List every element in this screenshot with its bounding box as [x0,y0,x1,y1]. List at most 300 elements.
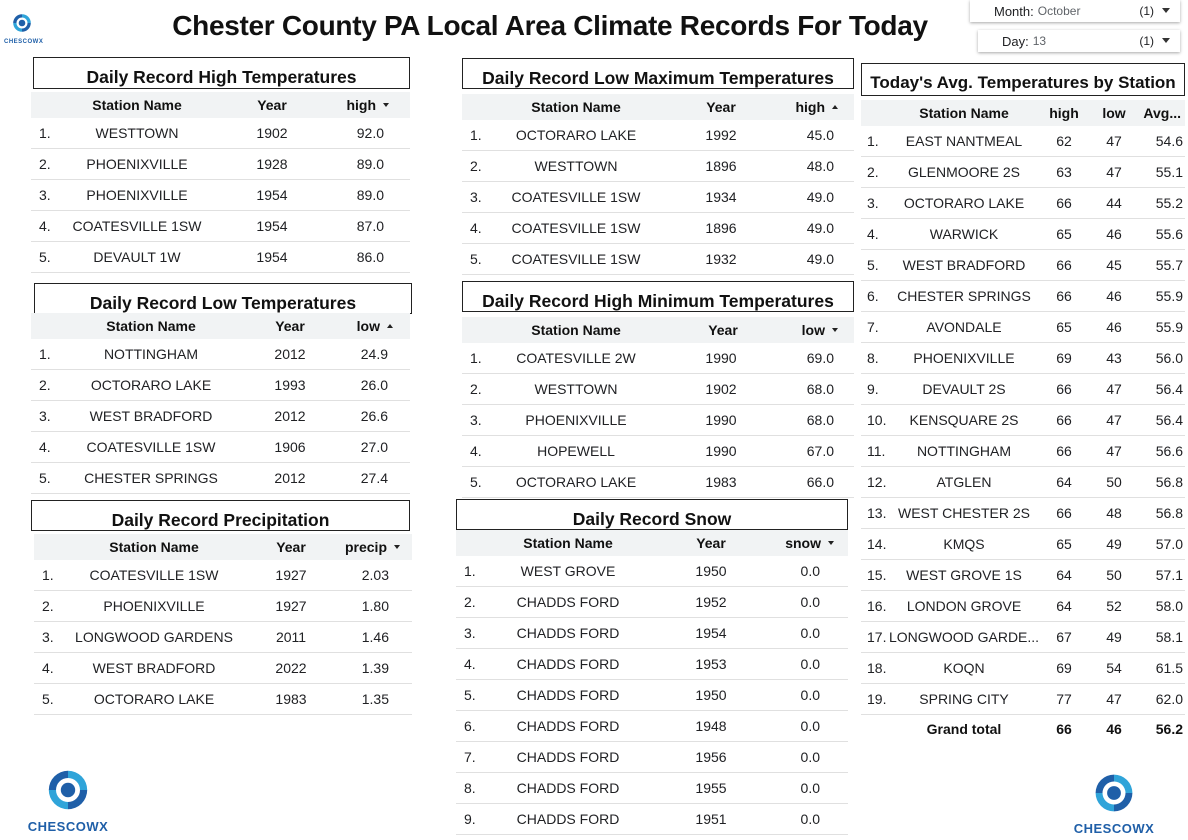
grand-total-row [861,715,1185,743]
table-row [861,684,1185,715]
table-body [31,118,410,273]
logo-text: CHESCOWX [27,819,109,834]
station-name: CHADDS FORD [516,811,620,827]
high-value: 66 [1056,412,1072,428]
col-station-name[interactable]: Station Name [531,322,621,338]
table-row [31,211,410,242]
station-name: KENSQUARE 2S [909,412,1019,428]
row-number: 1. [470,127,482,143]
station-name: CHESTER SPRINGS [897,288,1031,304]
station-name: EAST NANTMEAL [905,133,1023,149]
row-number: 3. [42,629,54,645]
col-low[interactable] [331,313,393,339]
logo-small-text: CHESCOWX [4,39,44,45]
record-high-table [31,92,410,273]
col-station-name[interactable]: Station Name [523,535,613,551]
station-name: CHESTER SPRINGS [84,470,218,486]
station-name: WEST BRADFORD [92,660,216,676]
value: 49.0 [806,251,834,267]
high-value: 66 [1056,443,1072,459]
row-number: 2. [464,594,476,610]
high-value: 64 [1056,474,1072,490]
station-name: COATESVILLE 1SW [72,218,202,234]
value: 2.03 [361,567,389,583]
high-value: 66 [1056,505,1072,521]
high-value: 63 [1056,164,1072,180]
value: 48.0 [806,158,834,174]
chescowx-logo-icon [11,12,33,34]
high-value: 66 [1056,257,1072,273]
row-number: 4. [42,660,54,676]
high-value: 67 [1056,629,1072,645]
table-row [861,188,1185,219]
col-precip[interactable] [330,534,400,560]
col-high-label: high [795,99,825,115]
value: 92.0 [356,125,384,141]
record-low-max-table [462,94,854,275]
avg-value: 56.8 [1155,474,1183,490]
table-row [861,467,1185,498]
year: 1948 [695,718,727,734]
table-row [456,711,848,742]
value: 68.0 [806,381,834,397]
row-number: 14. [867,536,887,552]
table-row [34,684,412,715]
col-precip-label: precip [344,539,387,555]
table-header [462,317,854,343]
logo-text: CHESCOWX [1073,821,1155,836]
sort-descending-icon [828,541,834,545]
table-row [456,804,848,835]
station-name: CHADDS FORD [516,749,620,765]
record-snow-table [456,530,848,835]
low-value: 47 [1106,443,1122,459]
table-row [861,312,1185,343]
row-number: 5. [39,249,51,265]
low-value: 46 [1106,288,1122,304]
table-row [34,653,412,684]
col-avg[interactable]: Avg... [1143,105,1181,121]
table-row [31,242,410,273]
value: 0.0 [800,780,820,796]
value: 0.0 [800,749,820,765]
high-value: 69 [1056,350,1072,366]
sort-descending-icon [394,545,400,549]
low-value: 52 [1106,598,1122,614]
avg-value: 56.0 [1155,350,1183,366]
table-row [456,680,848,711]
table-header [861,100,1185,126]
table-row [462,436,854,467]
table-row [462,467,854,498]
station-name: DEVAULT 1W [93,249,181,265]
table-body [462,120,854,275]
row-number: 7. [464,749,476,765]
col-year[interactable]: Year [696,535,726,551]
station-name: WEST GROVE [520,563,616,579]
row-number: 5. [464,687,476,703]
col-station-name[interactable]: Station Name [106,318,196,334]
year: 1993 [274,377,306,393]
record-low-max-title: Daily Record Low Maximum Temperatures [462,58,854,89]
year: 2011 [275,629,307,645]
table-row [34,622,412,653]
value: 68.0 [806,412,834,428]
low-value: 47 [1106,164,1122,180]
col-low-label: low [356,318,380,334]
avg-value: 58.1 [1155,629,1183,645]
row-number: 4. [39,218,51,234]
value: 89.0 [356,156,384,172]
station-name: WARWICK [929,226,999,242]
row-number: 1. [470,350,482,366]
row-number: 5. [470,251,482,267]
row-number: 6. [867,288,879,304]
logo-small [4,12,44,45]
low-value: 45 [1106,257,1122,273]
low-value: 50 [1106,567,1122,583]
station-name: COATESVILLE 1SW [89,567,219,583]
table-header [456,530,848,556]
year: 2022 [275,660,307,676]
record-high-min-title: Daily Record High Minimum Temperatures [462,281,854,312]
day-filter-count: (1) [1139,34,1154,48]
low-value: 50 [1106,474,1122,490]
low-value: 48 [1106,505,1122,521]
day-filter[interactable] [978,30,1180,52]
station-name: COATESVILLE 1SW [86,439,216,455]
table-body [861,126,1185,715]
year: 2012 [274,470,306,486]
high-value: 77 [1056,691,1072,707]
station-name: NOTTINGHAM [103,346,199,362]
year: 1953 [695,656,727,672]
row-number: 13. [867,505,887,521]
value: 67.0 [806,443,834,459]
year: 1927 [275,598,307,614]
col-station-name[interactable]: Station Name [531,99,621,115]
high-value: 64 [1056,567,1072,583]
row-number: 10. [867,412,887,428]
year: 1990 [705,443,737,459]
col-year[interactable]: Year [257,97,287,113]
table-row [861,343,1185,374]
value: 26.0 [360,377,388,393]
station-name: CHADDS FORD [516,656,620,672]
year: 1950 [695,687,727,703]
table-row [456,556,848,587]
col-low[interactable]: low [1102,105,1126,121]
station-name: OCTORARO LAKE [903,195,1025,211]
col-low[interactable] [772,317,838,343]
avg-value: 55.2 [1155,195,1183,211]
avg-value: 61.5 [1155,660,1183,676]
station-name: PHOENIXVILLE [525,412,627,428]
value: 0.0 [800,687,820,703]
row-number: 1. [867,133,879,149]
table-row [861,622,1185,653]
month-filter-count: (1) [1139,4,1154,18]
grand-total-high: 66 [1056,721,1072,737]
sort-ascending-icon [832,105,838,109]
station-name: CHADDS FORD [516,594,620,610]
value: 0.0 [800,594,820,610]
table-row [861,126,1185,157]
table-row [861,653,1185,684]
grand-total-low: 46 [1106,721,1122,737]
high-value: 62 [1056,133,1072,149]
row-number: 4. [464,656,476,672]
table-row [34,560,412,591]
row-number: 2. [39,377,51,393]
table-row [456,587,848,618]
row-number: 7. [867,319,879,335]
row-number: 1. [39,125,51,141]
row-number: 5. [470,474,482,490]
col-year[interactable]: Year [706,99,736,115]
table-header [31,313,410,339]
grand-total-avg: 56.2 [1155,721,1183,737]
row-number: 19. [867,691,887,707]
col-year[interactable]: Year [708,322,738,338]
row-number: 3. [39,187,51,203]
row-number: 3. [867,195,879,211]
low-value: 46 [1106,226,1122,242]
logo-bottom-left [20,766,116,834]
table-row [861,219,1185,250]
avg-value: 57.0 [1155,536,1183,552]
value: 66.0 [806,474,834,490]
low-value: 49 [1106,629,1122,645]
high-value: 66 [1056,381,1072,397]
chevron-down-icon [1162,38,1170,43]
table-row [31,180,410,211]
table-row [462,405,854,436]
avg-value: 55.7 [1155,257,1183,273]
low-value: 47 [1106,381,1122,397]
high-value: 65 [1056,226,1072,242]
high-value: 65 [1056,536,1072,552]
record-snow-title: Daily Record Snow [456,499,848,530]
table-row [462,182,854,213]
station-name: COATESVILLE 1SW [511,189,641,205]
value: 1.39 [361,660,389,676]
station-name: OCTORARO LAKE [90,377,212,393]
year: 1950 [695,563,727,579]
station-name: WESTTOWN [534,158,618,174]
table-row [31,370,410,401]
station-name: WEST CHESTER 2S [898,505,1030,521]
table-row [861,405,1185,436]
avg-value: 56.6 [1155,443,1183,459]
col-station-name[interactable]: Station Name [92,97,182,113]
row-number: 8. [464,780,476,796]
year: 1983 [275,691,307,707]
table-row [462,343,854,374]
row-number: 2. [42,598,54,614]
row-number: 6. [464,718,476,734]
value: 0.0 [800,656,820,672]
table-row [861,374,1185,405]
col-year[interactable]: Year [276,539,306,555]
station-name: GLENMOORE 2S [907,164,1021,180]
table-row [462,151,854,182]
year: 1902 [705,381,737,397]
col-station-name[interactable]: Station Name [109,539,199,555]
table-row [31,463,410,494]
avg-value: 56.8 [1155,505,1183,521]
page-title: Chester County PA Local Area Climate Records For Today [172,10,928,41]
row-number: 3. [470,189,482,205]
table-row [861,281,1185,312]
year: 1954 [256,249,288,265]
year: 1952 [695,594,727,610]
value: 1.35 [361,691,389,707]
table-row [462,213,854,244]
low-value: 43 [1106,350,1122,366]
table-row [31,118,410,149]
high-value: 66 [1056,288,1072,304]
station-name: SPRING CITY [919,691,1009,707]
avg-value: 58.0 [1155,598,1183,614]
value: 69.0 [806,350,834,366]
col-year[interactable]: Year [275,318,305,334]
sort-ascending-icon [387,324,393,328]
value: 0.0 [800,718,820,734]
row-number: 17. [867,629,887,645]
station-name: COATESVILLE 2W [516,350,636,366]
avg-value: 54.6 [1155,133,1183,149]
low-value: 47 [1106,133,1122,149]
year: 1956 [695,749,727,765]
table-header [462,94,854,120]
chescowx-logo-icon [1091,770,1137,816]
month-filter[interactable] [970,0,1180,22]
station-name: NOTTINGHAM [916,443,1012,459]
low-value: 47 [1106,691,1122,707]
row-number: 2. [470,381,482,397]
grand-total-label: Grand total [926,721,1002,737]
station-name: WEST BRADFORD [902,257,1026,273]
low-value: 47 [1106,412,1122,428]
year: 1896 [705,158,737,174]
table-body [34,560,412,715]
low-value: 44 [1106,195,1122,211]
avg-value: 55.9 [1155,288,1183,304]
year: 1902 [256,125,288,141]
low-value: 54 [1106,660,1122,676]
year: 1934 [705,189,737,205]
table-row [31,149,410,180]
station-name: HOPEWELL [537,443,615,459]
record-high-min-table [462,317,854,498]
row-number: 16. [867,598,887,614]
value: 24.9 [360,346,388,362]
year: 1955 [695,780,727,796]
avg-value: 57.1 [1155,567,1183,583]
table-row [456,649,848,680]
row-number: 4. [470,443,482,459]
month-filter-value: October [1037,4,1081,18]
col-station-name[interactable]: Station Name [919,105,1009,121]
table-row [31,339,410,370]
year: 1896 [705,220,737,236]
year: 1983 [705,474,737,490]
station-name: KMQS [943,536,985,552]
col-high[interactable] [772,94,838,120]
station-name: AVONDALE [926,319,1002,335]
table-row [861,436,1185,467]
high-value: 66 [1056,195,1072,211]
year: 1992 [705,127,737,143]
year: 1954 [256,187,288,203]
avg-temps-title: Today's Avg. Temperatures by Station [861,63,1185,96]
year: 1906 [274,439,306,455]
row-number: 9. [464,811,476,827]
value: 1.80 [361,598,389,614]
row-number: 1. [39,346,51,362]
year: 1954 [695,625,727,641]
record-low-title: Daily Record Low Temperatures [34,283,412,314]
row-number: 2. [470,158,482,174]
station-name: PHOENIXVILLE [103,598,205,614]
table-body [31,339,410,494]
record-high-title: Daily Record High Temperatures [33,57,410,89]
col-low-label: low [801,322,825,338]
avg-value: 55.1 [1155,164,1183,180]
table-row [456,618,848,649]
table-row [34,591,412,622]
col-snow[interactable] [768,530,834,556]
station-name: LONDON GROVE [906,598,1022,614]
value: 49.0 [806,189,834,205]
table-body [456,556,848,835]
logo-bottom-right [1066,770,1162,836]
table-row [456,742,848,773]
low-value: 46 [1106,319,1122,335]
table-row [31,432,410,463]
table-row [861,591,1185,622]
station-name: DEVAULT 2S [922,381,1006,397]
station-name: COATESVILLE 1SW [511,220,641,236]
value: 0.0 [800,811,820,827]
value: 86.0 [356,249,384,265]
col-high[interactable]: high [1049,105,1079,121]
year: 1928 [256,156,288,172]
avg-value: 55.9 [1155,319,1183,335]
year: 1990 [705,350,737,366]
table-header [34,534,412,560]
station-name: LONGWOOD GARDENS [75,629,233,645]
year: 1951 [695,811,727,827]
station-name: CHADDS FORD [516,780,620,796]
row-number: 12. [867,474,887,490]
station-name: WESTTOWN [534,381,618,397]
avg-value: 56.4 [1155,412,1183,428]
table-row [462,374,854,405]
row-number: 2. [39,156,51,172]
year: 1954 [256,218,288,234]
value: 26.6 [360,408,388,424]
high-value: 69 [1056,660,1072,676]
row-number: 5. [42,691,54,707]
row-number: 4. [470,220,482,236]
table-row [861,157,1185,188]
value: 87.0 [356,218,384,234]
col-high[interactable] [331,92,389,118]
day-filter-value: 13 [1032,34,1047,48]
station-name: WEST GROVE 1S [906,567,1022,583]
